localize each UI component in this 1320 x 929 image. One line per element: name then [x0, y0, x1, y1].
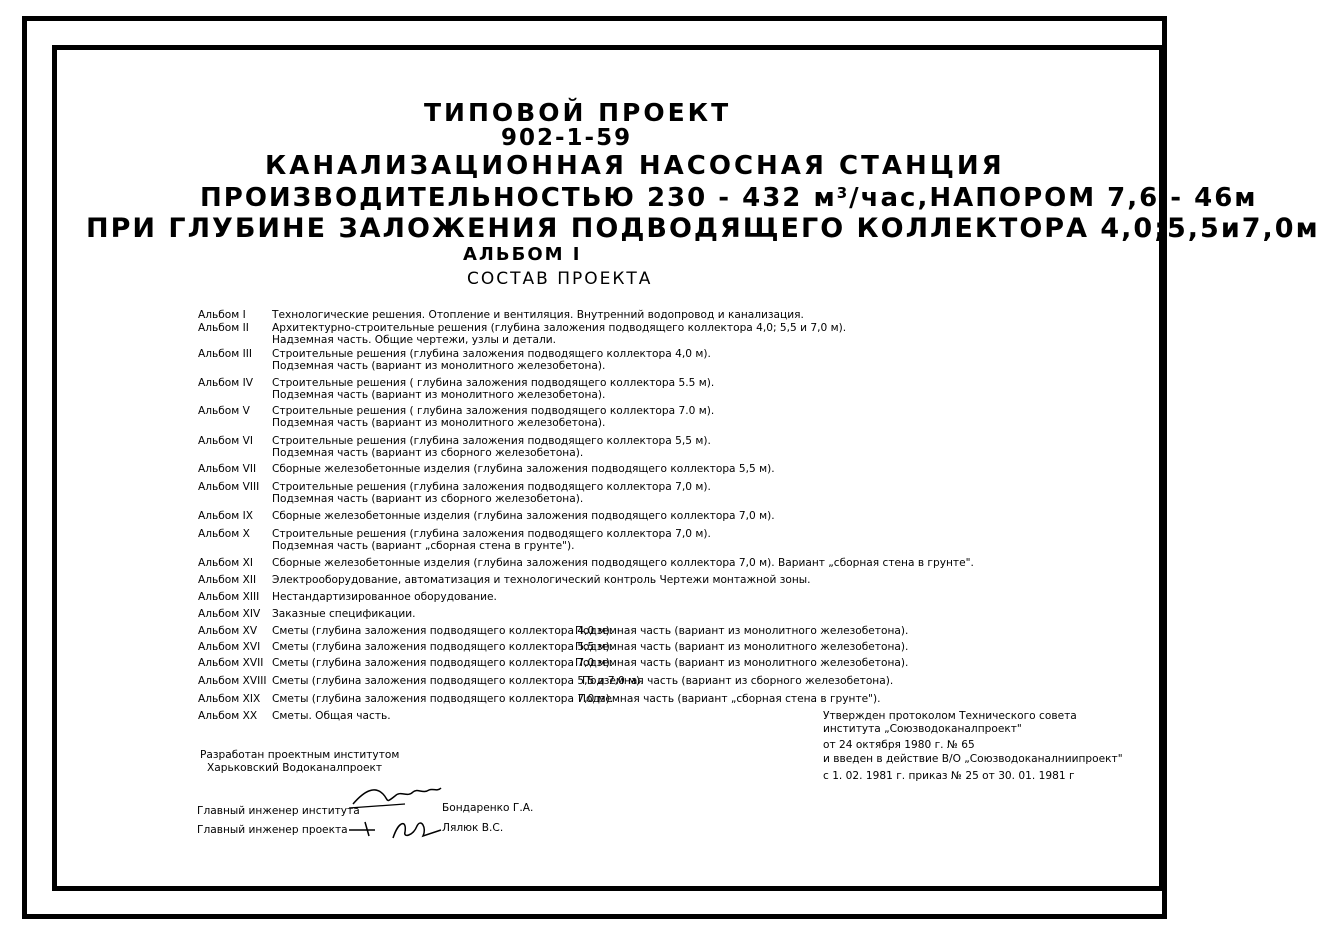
album-label: Альбом II — [198, 322, 249, 334]
approval-line-3: от 24 октября 1980 г. № 65 — [823, 739, 975, 751]
project-title: КАНАЛИЗАЦИОННАЯ НАСОСНАЯ СТАНЦИЯ — [265, 151, 1005, 181]
album-label: Альбом XVI — [198, 641, 261, 653]
project-number: 902-1-59 — [501, 125, 633, 151]
capacity-rest: /час,НАПОРОМ 7,6 - 46м — [849, 183, 1258, 213]
album-label: Альбом XII — [198, 574, 257, 586]
album-desc: Сборные железобетонные изделия (глубина заложения подводящего коллектора 5,5 м). — [272, 463, 775, 475]
album-desc: Строительные решения (глубина заложения подводящего коллектора 7,0 м). — [272, 481, 711, 493]
album-label: Альбом IV — [198, 377, 254, 389]
album-label: Альбом XIX — [198, 693, 261, 705]
album-label: Альбом XVIII — [198, 675, 267, 687]
album-desc: Сметы (глубина заложения подводящего коллектора 7,0 м). — [272, 693, 614, 705]
album-desc: Сметы (глубина заложения подводящего коллектора 5,5 и 7,0 м). — [272, 675, 644, 687]
album-desc: Сметы. Общая часть. — [272, 710, 391, 722]
signature-role-2: Главный инженер проекта — [197, 824, 348, 836]
album-extra: Подземная часть (вариант „сборная стена в грунте"). — [578, 693, 881, 705]
approval-line-4: и введен в действие В/О „Союзводоканалниипроект" — [823, 753, 1123, 765]
signature-2-handwriting — [345, 814, 445, 844]
album-label: Альбом XV — [198, 625, 258, 637]
album-desc-2: Надземная часть. Общие чертежи, узлы и детали. — [272, 334, 556, 346]
album-desc-2: Подземная часть (вариант из сборного железобетона). — [272, 493, 584, 505]
album-desc: Нестандартизированное оборудование. — [272, 591, 497, 603]
album-desc-2: Подземная часть (вариант из монолитного железобетона). — [272, 417, 606, 429]
album-desc: Сборные железобетонные изделия (глубина заложения подводящего коллектора 7,0 м). — [272, 510, 775, 522]
album-desc: Строительные решения (глубина заложения подводящего коллектора 5,5 м). — [272, 435, 711, 447]
album-label: Альбом VIII — [198, 481, 260, 493]
album-desc: Сметы (глубина заложения подводящего коллектора 5,5 м). — [272, 641, 614, 653]
capacity-main: ПРОИЗВОДИТЕЛЬНОСТЬЮ 230 - 432 м — [200, 183, 837, 213]
album-desc: Заказные спецификации. — [272, 608, 416, 620]
developer-line-2: Харьковский Водоканалпроект — [207, 762, 383, 774]
approval-line-1: Утвержден протоколом Технического совета — [823, 710, 1077, 722]
capacity-superscript: 3 — [836, 184, 850, 202]
album-extra: Подземная часть (вариант из монолитного железобетона). — [575, 657, 909, 669]
album-desc: Сметы (глубина заложения подводящего коллектора 7,0 м). — [272, 657, 614, 669]
album-desc: Архитектурно-строительные решения (глубина заложения подводящего коллектора 4,0; 5,5 и 7,0 м). — [272, 322, 847, 334]
signature-role-1: Главный инженер института — [197, 805, 360, 817]
album-label: Альбом IX — [198, 510, 254, 522]
approval-line-2: института „Союзводоканалпроект" — [823, 723, 1022, 735]
capacity-line — [200, 185, 1258, 211]
album-desc: Технологические решения. Отопление и вентиляция. Внутренний водопровод и канализация. — [272, 309, 804, 321]
section-heading: СОСТАВ ПРОЕКТА — [467, 269, 653, 289]
album-desc: Строительные решения ( глубина заложения подводящего коллектора 7.0 м). — [272, 405, 715, 417]
signature-1-handwriting — [345, 782, 445, 814]
album-extra: Подземная часть (вариант из сборного железобетона). — [582, 675, 894, 687]
album-label: Альбом V — [198, 405, 250, 417]
album-desc-2: Подземная часть (вариант из монолитного железобетона). — [272, 389, 606, 401]
album-desc-2: Подземная часть (вариант из монолитного железобетона). — [272, 360, 606, 372]
album-desc-2: Подземная часть (вариант „сборная стена в грунте"). — [272, 540, 575, 552]
album-label: Альбом VI — [198, 435, 254, 447]
album-desc: Сборные железобетонные изделия (глубина заложения подводящего коллектора 7,0 м). Вариант „сборная стена в грунте". — [272, 557, 974, 569]
signature-name-2: Лялюк В.С. — [442, 822, 504, 834]
album-label: Альбом I — [198, 309, 246, 321]
album-heading: АЛЬБОМ I — [463, 244, 582, 265]
album-label: Альбом XIV — [198, 608, 261, 620]
approval-line-5: с 1. 02. 1981 г. приказ № 25 от 30. 01. 1981 г — [823, 770, 1075, 782]
depth-line: ПРИ ГЛУБИНЕ ЗАЛОЖЕНИЯ ПОДВОДЯЩЕГО КОЛЛЕКТОРА 4,0;5,5и7,0м — [86, 213, 1320, 244]
doc-type-title: ТИПОВОЙ ПРОЕКТ — [424, 98, 732, 127]
album-label: Альбом XX — [198, 710, 258, 722]
album-label: Альбом XIII — [198, 591, 260, 603]
album-desc: Строительные решения (глубина заложения подводящего коллектора 4,0 м). — [272, 348, 711, 360]
developer-line-1: Разработан проектным институтом — [200, 749, 400, 761]
album-label: Альбом III — [198, 348, 253, 360]
album-desc: Электрооборудование, автоматизация и технологический контроль Чертежи монтажной зоны. — [272, 574, 811, 586]
album-extra: Подземная часть (вариант из монолитного железобетона). — [575, 641, 909, 653]
album-label: Альбом XVII — [198, 657, 264, 669]
album-label: Альбом X — [198, 528, 250, 540]
album-desc: Сметы (глубина заложения подводящего коллектора 4,0 м). — [272, 625, 614, 637]
album-desc: Строительные решения (глубина заложения подводящего коллектора 7,0 м). — [272, 528, 711, 540]
album-desc: Строительные решения ( глубина заложения подводящего коллектора 5.5 м). — [272, 377, 715, 389]
signature-name-1: Бондаренко Г.А. — [442, 802, 534, 814]
album-desc-2: Подземная часть (вариант из сборного железобетона). — [272, 447, 584, 459]
album-label: Альбом XI — [198, 557, 254, 569]
album-extra: Подземная часть (вариант из монолитного железобетона). — [575, 625, 909, 637]
album-label: Альбом VII — [198, 463, 257, 475]
